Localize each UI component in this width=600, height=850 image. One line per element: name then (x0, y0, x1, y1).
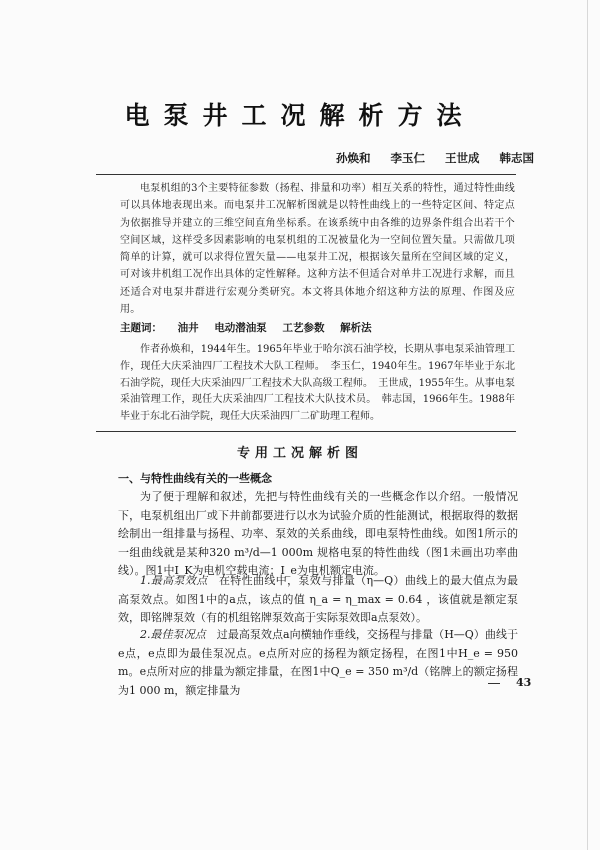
body-paragraph-3 (118, 626, 518, 700)
body-paragraph-3-text: 过最高泵效点a向横轴作垂线，交扬程与排量（H—Q）曲线于e点，e点即为最佳泵况点。e点所对应的扬程为额定扬程，在图1中H_e = 950 m。e点所对应的排量为额定排量，在图1中Q_e = 350 m³/d（铭牌上的额定扬程为1 000 m，额定排量为 (118, 628, 518, 697)
keywords-line (120, 320, 372, 335)
abstract-text: 电泵机组的3个主要特征参数（扬程、排量和功率）相互关系的特性，通过特性曲线可以具体地表现出来。而电泵井工况解析图就是以特性曲线上的一些特定区间、特定点为依据推导并建立的三维空间直角坐标系。在该系统中由各维的边界条件组合出若干个空间区域，这样受多因素影响的电泵机组的工况被量化为一空间位置矢量。只需做几项简单的计算，就可以求得位置矢量——电泵井工况，根据该矢量所在空间区域的定义，可对该井机组工况作出具体的定性解释。这种方法不但适合对单井工况进行求解，而且还适合对电泵井群进行宏观分类研究。本文将具体地介绍这种方法的原理、作图及应用。 (120, 183, 515, 316)
keywords-label: 主题词： (120, 322, 162, 334)
author-list (326, 150, 534, 166)
keyword-3: 工艺参数 (282, 322, 325, 334)
article-title: 电泵井工况解析方法 (124, 101, 476, 130)
body-paragraph-1: 为了便于理解和叙述，先把与特性曲线有关的一些概念作以介绍。一般情况下，电泵机组出厂或下井前都要进行以水为试验介质的性能测试，根据取得的数据绘制出一组排量与扬程、功率、泵效的关系曲线，即电泵特性曲线。如图1所示的一组曲线就是某种320 m³/d—1 000m 规格电泵的特性曲线（图1未画出功率曲线）。图1中I_K为电机空载电流；I_e为电机额定电流。 (118, 490, 518, 578)
author-2: 李玉仁 (390, 151, 425, 165)
abstract-top-rule (96, 174, 516, 175)
author-bio: 作者孙焕和，1944年生。1965年毕业于哈尔滨石油学校，长期从事电泵采油管理工作，现任大庆采油四厂工程技术大队工程师。 李玉仁，1940年生。1967年毕业于东北石油学院，现任大庆采油四厂工程技术大队高级工程师。 王世成，1955年生。从事电泵采油管理工作，现任大庆采油四厂工程技术大队技术员。 韩志国，1966年生。1988年毕业于东北石油学院，现任大庆采油四厂二矿助理工程师。 (120, 344, 515, 423)
page-number: 43 (516, 676, 532, 689)
body-paragraph-2-text: 在特性曲线中，泵效与排量（η—Q）曲线上的最大值点为最高泵效点。如图1中的a点，该点的值 η_a = η_max = 0.64 ，该值就是额定泵效，即铭牌泵效（有的机组铭牌泵效高于实际泵效即a点泵效）。 (118, 574, 518, 625)
author-4: 韩志国 (499, 151, 534, 165)
page-number-dash (488, 683, 500, 684)
author-3: 王世成 (444, 151, 480, 165)
keyword-4: 解析法 (340, 322, 372, 334)
keyword-2: 电动潜油泵 (214, 322, 267, 334)
term-label-1: 1.最高泵效点 (140, 574, 208, 587)
section-heading: 专用工况解析图 (236, 446, 363, 461)
author-1: 孙焕和 (335, 151, 371, 165)
keyword-1: 油井 (177, 322, 199, 334)
body-paragraph-2 (118, 572, 518, 628)
term-label-2: 2.最佳泵况点 (140, 628, 206, 641)
abstract-bottom-rule (96, 431, 516, 432)
subsection-heading: 一、与特性曲线有关的一些概念 (118, 472, 272, 485)
